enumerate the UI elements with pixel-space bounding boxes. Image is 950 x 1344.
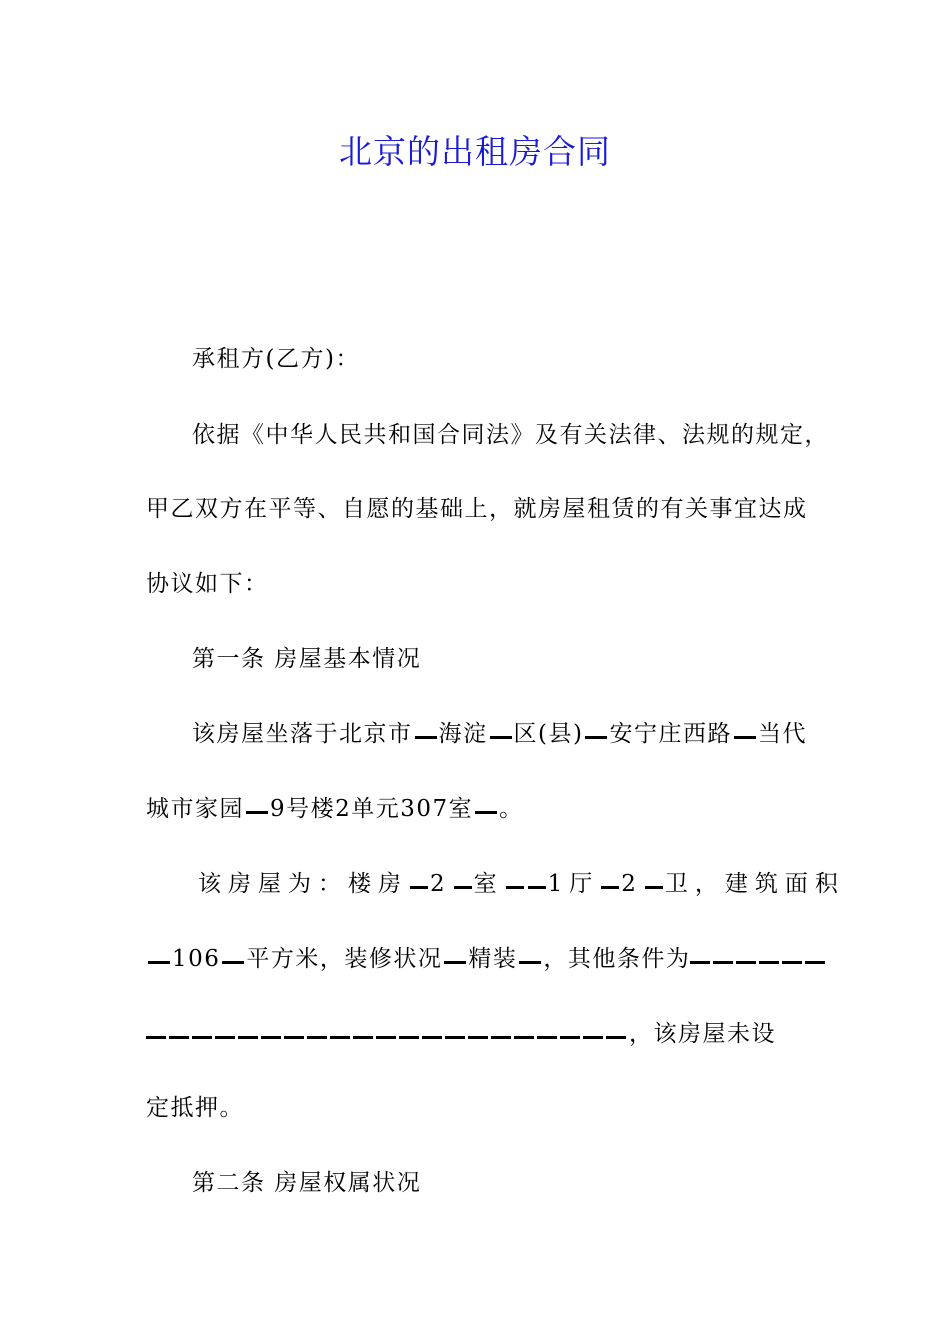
article-2-heading: 第二条 房屋权属状况 [192,1170,422,1196]
area-line [146,944,828,974]
other-label: ，其他条件为 [543,946,691,972]
location-prefix: 该房屋坐落于北京市 [192,721,413,747]
blank-underline [415,736,437,739]
community-start: 当代 [757,721,807,747]
blank-underline [399,1036,419,1039]
blank-underline [506,886,524,889]
blank-underline [713,961,733,964]
blank-underline [690,961,710,964]
blank-underline [734,736,756,739]
blank-underline [528,886,546,889]
blank-underline [585,736,607,739]
halls-value: 1 [547,871,570,897]
blank-underline [444,961,466,964]
house-type-line [198,869,845,899]
baths-label: 卫，建筑面积 [664,871,845,897]
blank-underline [148,961,170,964]
intro-line-3: 协议如下： [146,571,269,597]
no-mortgage-part-2: 定抵押。 [146,1095,244,1121]
type-prefix: 该房屋为：楼房 [198,871,408,897]
road-value: 安宁庄西路 [609,721,732,747]
blank-underline [805,961,825,964]
area-label: 平方米，装修状况 [246,946,443,972]
blank-underline [222,961,244,964]
blank-underline [422,1036,442,1039]
blank-underline [491,1036,511,1039]
no-mortgage-part-1: ，该房屋未设 [629,1021,776,1047]
blank-underline [192,1036,212,1039]
blank-underline [736,961,756,964]
blank-underline [246,811,268,814]
blank-underline [169,1036,189,1039]
blank-underline [238,1036,258,1039]
blank-underline [759,961,779,964]
blank-underline [514,1036,534,1039]
blank-underline [645,886,663,889]
blank-underline [410,886,428,889]
blank-underline [376,1036,396,1039]
article-1-heading: 第一条 房屋基本情况 [192,646,422,672]
decoration-value: 精装 [468,946,518,972]
document-title: 北京的出租房合同 [339,132,611,171]
intro-line-2: 甲乙双方在平等、自愿的基础上，就房屋租赁的有关事宜达成 [146,496,808,522]
blank-underline [601,886,619,889]
unit-value: 9号楼2单元307室 [270,796,474,822]
blank-underline [606,1036,626,1039]
location-line-2 [146,794,524,824]
blank-underline [454,886,472,889]
lessee-label: 承租方(乙方)： [192,346,360,372]
blank-underline [560,1036,580,1039]
blank-underline [490,736,512,739]
blank-underline [353,1036,373,1039]
community-end: 城市家园 [146,796,244,822]
intro-line-1: 依据《中华人民共和国合同法》及有关法律、法规的规定， [192,422,829,448]
district-suffix: 区(县) [513,721,584,747]
baths-value: 2 [621,871,643,897]
blank-underline [445,1036,465,1039]
location-line-1 [192,719,807,749]
blank-underline [146,1036,166,1039]
blank-underline [583,1036,603,1039]
other-conditions-line [146,1019,776,1049]
blank-underline [261,1036,281,1039]
blank-underline [284,1036,304,1039]
rooms-label: 室 [473,871,504,897]
rooms-value: 2 [430,871,452,897]
blank-underline [475,811,497,814]
blank-underline [307,1036,327,1039]
period: 。 [499,796,524,822]
blank-underline [468,1036,488,1039]
blank-underline [215,1036,235,1039]
blank-underline [782,961,802,964]
halls-label: 厅 [569,871,600,897]
blank-underline [330,1036,350,1039]
blank-underline [519,961,541,964]
blank-underline [537,1036,557,1039]
area-value: 106 [172,946,221,972]
district-value: 海淀 [438,721,488,747]
